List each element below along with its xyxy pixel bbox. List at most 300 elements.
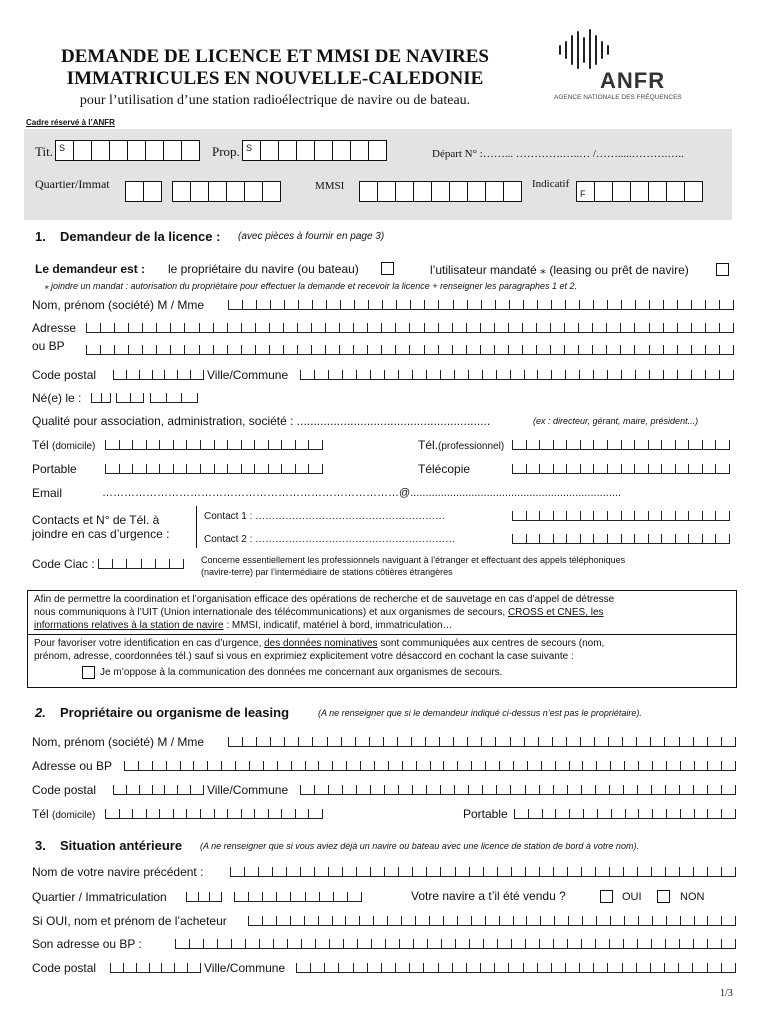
char-slot [634, 534, 648, 543]
char-slot [244, 867, 258, 876]
s3-quartier-label: Quartier / Immatriculation [32, 890, 167, 904]
contact2-phone[interactable] [512, 534, 730, 544]
quartier-cells[interactable] [126, 181, 162, 202]
char-slot [595, 939, 609, 948]
s3-previous-field[interactable] [230, 867, 736, 877]
tel-pro-sub: (professionnel) [438, 441, 505, 452]
char-slot [512, 534, 526, 543]
immat-cells[interactable] [173, 181, 281, 202]
char-slot [184, 345, 198, 354]
char-slot [156, 323, 170, 332]
char-slot [580, 464, 594, 473]
char-slot [688, 440, 702, 449]
char-slot [415, 916, 429, 925]
char-slot [495, 737, 509, 746]
char-slot [164, 370, 177, 379]
char-slot [513, 761, 527, 770]
char-slot [607, 440, 621, 449]
char-slot [221, 761, 235, 770]
char-slot [511, 867, 525, 876]
char-slot [607, 300, 621, 309]
char-slot [138, 761, 152, 770]
option-user-label: l’utilisateur mandaté ⁎ (leasing ou prêt de navire) [430, 263, 689, 277]
contacts-label-2: joindre en cas d’urgence : [32, 527, 170, 541]
char-slot [343, 939, 357, 948]
char-slot [453, 300, 467, 309]
char-slot [621, 534, 635, 543]
user-checkbox[interactable] [716, 263, 729, 276]
char-slot [467, 737, 481, 746]
logo-text: ANFR [600, 68, 666, 93]
char-slot [580, 737, 594, 746]
demandeur-label: Le demandeur est : [35, 262, 146, 276]
char-slot [621, 370, 635, 379]
char-slot [298, 300, 312, 309]
char-slot [593, 370, 607, 379]
char-slot [469, 867, 483, 876]
char-slot [186, 809, 200, 818]
char-slot [553, 534, 567, 543]
char-slot [553, 785, 567, 794]
char-slot [580, 511, 594, 520]
char-slot [715, 534, 730, 543]
char-slot [398, 370, 412, 379]
char-slot [228, 300, 242, 309]
char-slot [680, 809, 694, 818]
s3-oui-label: OUI [622, 891, 642, 903]
char-slot [276, 892, 290, 901]
info-p1-line1: Afin de permettre la coordination et l’organisation efficace des opérations de recherche et de sauvetage en cas d’appel de détresse [34, 594, 615, 605]
char-slot [128, 323, 142, 332]
char-slot [203, 939, 217, 948]
char-slot [648, 534, 662, 543]
s3-immat-field[interactable] [234, 892, 362, 902]
ville-field[interactable] [300, 370, 734, 380]
portable-label: Portable [32, 462, 77, 476]
char-slot [624, 916, 638, 925]
char-slot [524, 370, 538, 379]
char-slot [190, 370, 204, 379]
char-slot [582, 916, 596, 925]
char-slot [638, 761, 652, 770]
char-slot [328, 370, 342, 379]
char-slot [412, 370, 426, 379]
char-slot [440, 370, 454, 379]
char-slot [170, 345, 184, 354]
char-slot [663, 345, 677, 354]
char-slot [595, 785, 609, 794]
ne-le-day[interactable] [91, 393, 111, 403]
char-slot [413, 939, 427, 948]
char-slot [453, 737, 467, 746]
char-slot [715, 511, 730, 520]
char-slot [649, 323, 663, 332]
char-slot [539, 785, 553, 794]
char-slot [581, 939, 595, 948]
s3-buyer-field[interactable] [248, 916, 736, 926]
ne-le-month[interactable] [116, 393, 144, 403]
adresse-label: Adresse [32, 321, 77, 335]
code-postal-field[interactable] [113, 370, 204, 380]
char-slot [281, 464, 295, 473]
s3-non-checkbox[interactable] [657, 890, 670, 903]
char-slot [625, 809, 639, 818]
char-slot [283, 323, 297, 332]
char-slot [312, 737, 326, 746]
char-slot [98, 559, 112, 568]
char-slot [169, 559, 184, 568]
contacts-label-1: Contacts et N° de Tél. à [32, 513, 160, 527]
char-slot [284, 737, 298, 746]
char-slot [146, 464, 160, 473]
char-slot [214, 809, 228, 818]
section1-note: (avec pièces à fournir en page 3) [238, 231, 385, 242]
char-slot [416, 761, 430, 770]
char-slot [426, 370, 440, 379]
char-slot [248, 916, 262, 925]
oppose-checkbox[interactable] [82, 666, 95, 679]
char-slot [254, 440, 268, 449]
char-slot [300, 785, 314, 794]
char-slot [440, 785, 454, 794]
char-slot [541, 761, 555, 770]
char-slot [454, 370, 468, 379]
char-slot [494, 963, 508, 972]
char-slot [101, 393, 112, 402]
char-slot [369, 737, 383, 746]
char-slot [297, 345, 311, 354]
char-slot [311, 323, 325, 332]
char-slot [305, 892, 319, 901]
char-slot [152, 761, 166, 770]
char-slot [705, 323, 719, 332]
char-slot [620, 323, 634, 332]
char-slot [551, 300, 565, 309]
char-slot [357, 939, 371, 948]
s2-tel-field[interactable] [105, 809, 323, 819]
char-slot [637, 785, 651, 794]
char-slot [539, 867, 553, 876]
char-slot [664, 737, 678, 746]
char-slot [707, 916, 721, 925]
adresse-field[interactable] [86, 323, 734, 333]
char-slot [508, 345, 522, 354]
email-label: Email [32, 486, 63, 500]
char-slot [539, 939, 553, 948]
char-slot [568, 916, 582, 925]
s3-ville-field[interactable] [296, 963, 736, 973]
char-slot [623, 867, 637, 876]
char-slot [342, 370, 356, 379]
char-slot [113, 370, 126, 379]
char-slot [471, 916, 485, 925]
char-slot [152, 785, 165, 794]
char-slot [339, 323, 353, 332]
s2-portable-field[interactable] [514, 809, 736, 819]
char-slot [256, 300, 270, 309]
s3-oui-checkbox[interactable] [600, 890, 613, 903]
prop-cells[interactable] [243, 140, 387, 161]
char-slot [132, 440, 146, 449]
char-slot [580, 440, 594, 449]
char-slot [371, 939, 385, 948]
char-slot [355, 737, 369, 746]
portable-field[interactable] [105, 464, 323, 474]
char-slot [597, 809, 611, 818]
char-slot [424, 345, 438, 354]
char-slot [100, 345, 114, 354]
char-slot [693, 785, 707, 794]
char-slot [693, 867, 707, 876]
char-slot [593, 464, 607, 473]
tit-prefix-cell: S [55, 140, 74, 161]
char-slot [675, 440, 689, 449]
char-slot [607, 464, 621, 473]
char-slot [499, 761, 513, 770]
code-ciac-label: Code Ciac : [32, 557, 95, 571]
ou-bp-field[interactable] [86, 345, 734, 355]
tel-pro-field[interactable] [512, 440, 730, 450]
char-slot [608, 737, 622, 746]
char-slot [688, 534, 702, 543]
char-slot [485, 916, 499, 925]
s2-code-postal-field[interactable] [113, 785, 204, 795]
s3-code-postal-field[interactable] [110, 963, 201, 973]
char-slot [360, 761, 374, 770]
email-field[interactable]: ………………………………………………………………………@..................................................................... [102, 487, 622, 499]
char-slot [367, 963, 381, 972]
info-p2-line1c: sont communiquées aux centres de secours (nom, [377, 638, 605, 649]
nom-field[interactable] [228, 300, 734, 310]
char-slot [569, 761, 583, 770]
char-slot [480, 963, 494, 972]
s3-quartier-field[interactable] [186, 892, 222, 902]
telecopie-label: Télécopie [418, 462, 471, 476]
char-slot [207, 761, 221, 770]
s3-address-field[interactable] [175, 939, 736, 949]
char-slot [679, 737, 693, 746]
contact1-phone[interactable] [512, 511, 730, 521]
char-slot [579, 300, 593, 309]
char-slot [468, 370, 482, 379]
s2-tel-main: Tél [32, 807, 49, 821]
qualite-label: Qualité pour association, administration, société : .......................................................... [32, 414, 491, 428]
char-slot [284, 300, 298, 309]
char-slot [354, 300, 368, 309]
char-slot [290, 892, 304, 901]
char-slot [213, 323, 227, 332]
telecopie-field[interactable] [512, 464, 730, 474]
char-slot [499, 916, 513, 925]
char-slot [356, 370, 370, 379]
anfr-logo [552, 28, 692, 108]
char-slot [661, 511, 675, 520]
char-slot [164, 785, 177, 794]
char-slot [438, 963, 452, 972]
char-slot [678, 963, 692, 972]
owner-checkbox[interactable] [381, 262, 394, 275]
char-slot [241, 323, 255, 332]
char-slot [199, 323, 213, 332]
tit-label: Tit. [35, 144, 53, 159]
section2-title: Propriétaire ou organisme de leasing [60, 705, 290, 720]
char-slot [579, 370, 593, 379]
tit-cells[interactable] [56, 140, 200, 161]
char-slot [553, 440, 567, 449]
char-slot [649, 345, 663, 354]
char-slot [542, 809, 556, 818]
char-slot [593, 511, 607, 520]
char-slot [721, 939, 736, 948]
char-slot [128, 345, 142, 354]
char-slot [512, 511, 526, 520]
tel-domicile-field[interactable] [105, 440, 323, 450]
char-slot [691, 300, 705, 309]
char-slot [555, 809, 569, 818]
char-slot [384, 785, 398, 794]
nom-label: Nom, prénom (société) M / Mme [32, 298, 205, 312]
char-slot [308, 809, 323, 818]
char-slot [525, 785, 539, 794]
info-p2-line1b: des données nominatives [264, 638, 378, 649]
ne-le-year[interactable] [150, 393, 198, 403]
char-slot [311, 345, 325, 354]
char-slot [583, 809, 597, 818]
info-p1-line3a: informations relatives à la station de navire [34, 620, 224, 631]
char-slot [526, 511, 540, 520]
char-slot [721, 737, 736, 746]
char-slot [677, 323, 691, 332]
char-slot [156, 345, 170, 354]
char-slot [175, 939, 189, 948]
ville-label: Ville/Commune [207, 368, 289, 382]
char-slot [666, 809, 680, 818]
char-slot [648, 511, 662, 520]
char-slot [482, 370, 496, 379]
char-slot [481, 737, 495, 746]
char-slot [430, 761, 444, 770]
char-slot [86, 323, 100, 332]
char-slot [152, 370, 165, 379]
char-slot [566, 737, 580, 746]
s2-portable-label: Portable [463, 807, 508, 821]
char-slot [593, 534, 607, 543]
indicatif-cells[interactable] [577, 181, 703, 202]
s2-ville-field[interactable] [300, 785, 736, 795]
char-slot [665, 785, 679, 794]
contact1-field[interactable]: Contact 1 : ………………………………………………… [204, 511, 446, 522]
char-slot [620, 345, 634, 354]
char-slot [213, 345, 227, 354]
char-slot [526, 534, 540, 543]
s3-address-label: Son adresse ou BP : [32, 937, 142, 951]
char-slot [566, 511, 580, 520]
info-p2-line1a: Pour favoriser votre identification en cas d’urgence, [34, 638, 265, 649]
char-slot [550, 323, 564, 332]
char-slot [468, 785, 482, 794]
char-slot [494, 323, 508, 332]
char-slot [319, 892, 333, 901]
char-slot [314, 867, 328, 876]
form-subtitle: pour l’utilisation d’une station radioélectrique de navire ou de bateau. [79, 93, 471, 108]
char-slot [329, 939, 343, 948]
s3-non-label: NON [680, 891, 705, 903]
char-slot [457, 916, 471, 925]
char-slot [638, 809, 652, 818]
char-slot [661, 440, 675, 449]
char-slot [621, 440, 635, 449]
char-slot [173, 464, 187, 473]
char-slot [611, 809, 625, 818]
char-slot [566, 464, 580, 473]
char-slot [370, 370, 384, 379]
char-slot [173, 440, 187, 449]
char-slot [634, 323, 648, 332]
mmsi-cells[interactable] [360, 181, 522, 202]
char-slot [300, 867, 314, 876]
char-slot [523, 963, 537, 972]
ciac-note-2: (navire-terre) par l’intermédiaire de stations côtières étrangères [201, 567, 453, 577]
form-title-line2: IMMATRICULES EN NOUVELLE-CALEDONIE [66, 68, 484, 89]
char-slot [381, 323, 395, 332]
char-slot [381, 963, 395, 972]
logo-tagline: AGENCE NATIONALE DES FRÉQUENCES [554, 94, 682, 101]
char-slot [522, 345, 536, 354]
qualite-note: (ex : directeur, gérant, maire, président...) [533, 416, 699, 426]
char-slot [455, 939, 469, 948]
char-slot [565, 370, 579, 379]
char-slot [255, 323, 269, 332]
s2-ville-label: Ville/Commune [207, 783, 289, 797]
char-slot [494, 345, 508, 354]
s2-adresse-field[interactable] [124, 761, 736, 771]
char-slot [466, 323, 480, 332]
char-slot [721, 867, 736, 876]
char-slot [661, 534, 675, 543]
char-slot [426, 785, 440, 794]
char-slot [688, 511, 702, 520]
indicatif-prefix-cell: F [576, 181, 595, 202]
tel-domicile-label [32, 438, 95, 452]
char-slot [227, 323, 241, 332]
char-slot [581, 785, 595, 794]
char-slot [693, 737, 707, 746]
code-ciac-field[interactable] [98, 559, 184, 569]
char-slot [346, 761, 360, 770]
char-slot [606, 345, 620, 354]
char-slot [139, 785, 152, 794]
char-slot [368, 300, 382, 309]
char-slot [471, 761, 485, 770]
char-slot [694, 809, 708, 818]
char-slot [295, 809, 309, 818]
char-slot [578, 323, 592, 332]
contact2-field[interactable]: Contact 2 : …………………………………………………… [204, 534, 456, 545]
char-slot [509, 300, 523, 309]
char-slot [174, 963, 187, 972]
char-slot [114, 323, 128, 332]
char-slot [438, 300, 452, 309]
char-slot [440, 867, 454, 876]
char-slot [353, 963, 367, 972]
char-slot [702, 511, 716, 520]
tel-label: Tél [32, 438, 49, 452]
s2-nom-field[interactable] [228, 737, 736, 747]
char-slot [399, 939, 413, 948]
char-slot [663, 370, 677, 379]
char-slot [256, 737, 270, 746]
char-slot [123, 963, 136, 972]
